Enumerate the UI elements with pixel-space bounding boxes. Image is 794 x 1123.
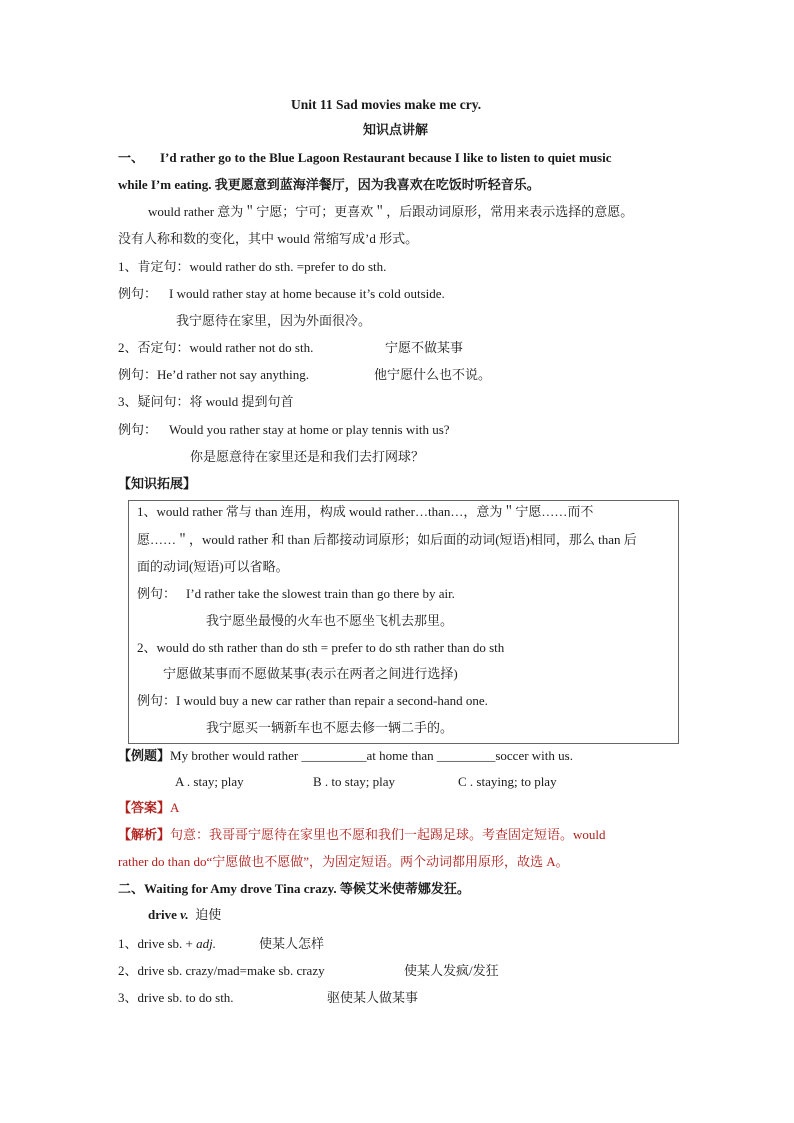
vocab-meaning: 迫使 — [195, 907, 222, 922]
example-translation: 我宁愿买一辆新车也不愿去修一辆二手的。 — [206, 720, 454, 735]
answer — [118, 799, 179, 817]
part-of-speech: v. — [180, 907, 189, 922]
usage-item: 2、drive sb. crazy/mad=make sb. crazy — [118, 963, 325, 978]
usage-meaning: 驱使某人做某事 — [327, 990, 419, 1005]
expansion-line: 面的动词(短语)可以省略。 — [137, 559, 289, 574]
question-text: at home than — [366, 748, 437, 763]
option-a: A . stay; play — [175, 774, 244, 789]
vocab-entry — [148, 906, 221, 924]
answer-value: A — [170, 800, 180, 815]
affirmative-rule: 1、肯定句：would rather do sth. =prefer to do sth. — [118, 259, 387, 274]
example-translation: 我宁愿坐最慢的火车也不愿坐飞机去那里。 — [206, 613, 454, 628]
answer-blank: __________ — [301, 748, 367, 763]
usage-meaning: 使某人发疯/发狂 — [404, 963, 499, 978]
negative-rule: 2、否定句：would rather not do sth. — [118, 340, 314, 355]
explanation-line: would rather 意为＂宁愿；宁可；更喜欢＂，后跟动词原形，常用来表示选择的意愿。 — [148, 204, 634, 219]
explanation-line: 没有人称和数的变化，其中 would 常缩写成’d 形式。 — [118, 231, 419, 246]
option-c: C . staying; to play — [458, 774, 557, 789]
example-label: 例句： — [118, 286, 158, 301]
expansion-line: 宁愿做某事而不愿做某事(表示在两者之间进行选择) — [163, 666, 458, 681]
expansion-line: 1、would rather 常与 than 连用，构成 would rather…than…，意为＂宁愿……而不 — [137, 504, 594, 519]
usage-pattern: 1、drive sb. + — [118, 936, 197, 951]
unit-title: Unit 11 Sad movies make me cry. — [291, 97, 482, 112]
answer-blank: _________ — [436, 748, 496, 763]
expansion-line: 2、would do sth rather than do sth = prefer to do sth rather than do sth — [137, 640, 505, 655]
example-sentence: 例句：He’d rather not say anything. — [118, 367, 309, 382]
vocab-word: drive — [148, 907, 177, 922]
analysis-label: 【解析】 — [118, 827, 171, 842]
question-text: My brother would rather — [170, 748, 302, 763]
example-label: 例句： — [118, 422, 158, 437]
section1-heading-number: 一、 — [118, 150, 145, 165]
negative-rule-meaning: 宁愿不做某事 — [385, 340, 464, 355]
example-translation: 我宁愿待在家里，因为外面很冷。 — [176, 313, 372, 328]
section-subtitle: 知识点讲解 — [363, 122, 429, 137]
usage-meaning: 使某人怎样 — [259, 936, 325, 951]
section2-heading: 二、Waiting for Amy drove Tina crazy. 等候艾米使蒂娜发狂。 — [118, 881, 470, 896]
section1-heading-line2: while I’m eating. 我更愿意到蓝海洋餐厅，因为我喜欢在吃饭时听轻音乐。 — [118, 177, 540, 192]
example-question-label: 【例题】 — [118, 748, 171, 763]
answer-label: 【答案】 — [118, 800, 171, 815]
option-b: B . to stay; play — [313, 774, 395, 789]
example-sentence: I would rather stay at home because it’s cold outside. — [169, 286, 445, 301]
question-text: soccer with us. — [495, 748, 573, 763]
usage-item — [118, 935, 216, 953]
example-label: 例句： — [137, 586, 177, 601]
expansion-heading: 【知识拓展】 — [118, 476, 197, 491]
usage-item: 3、drive sb. to do sth. — [118, 990, 234, 1005]
example-sentence: Would you rather stay at home or play tennis with us? — [169, 422, 450, 437]
analysis — [118, 826, 606, 844]
usage-pattern-adj: adj. — [196, 936, 216, 951]
example-sentence: I’d rather take the slowest train than go there by air. — [186, 586, 455, 601]
example-translation: 他宁愿什么也不说。 — [374, 367, 492, 382]
example-question — [118, 747, 573, 765]
expansion-line: 愿……＂，would rather 和 than 后都接动词原形；如后面的动词(短语)相同，那么 than 后 — [137, 532, 637, 547]
analysis-text: rather do than do“宁愿做也不愿做”，为固定短语。两个动词都用原形，故选 A。 — [118, 854, 569, 869]
example-sentence: 例句：I would buy a new car rather than repair a second-hand one. — [137, 693, 488, 708]
question-rule: 3、疑问句：将 would 提到句首 — [118, 394, 294, 409]
example-translation: 你是愿意待在家里还是和我们去打网球？ — [190, 449, 425, 464]
analysis-text: 句意：我哥哥宁愿待在家里也不愿和我们一起踢足球。考查固定短语。would — [170, 827, 606, 842]
section1-heading: I’d rather go to the Blue Lagoon Restaurant because I like to listen to quiet music — [160, 150, 612, 165]
